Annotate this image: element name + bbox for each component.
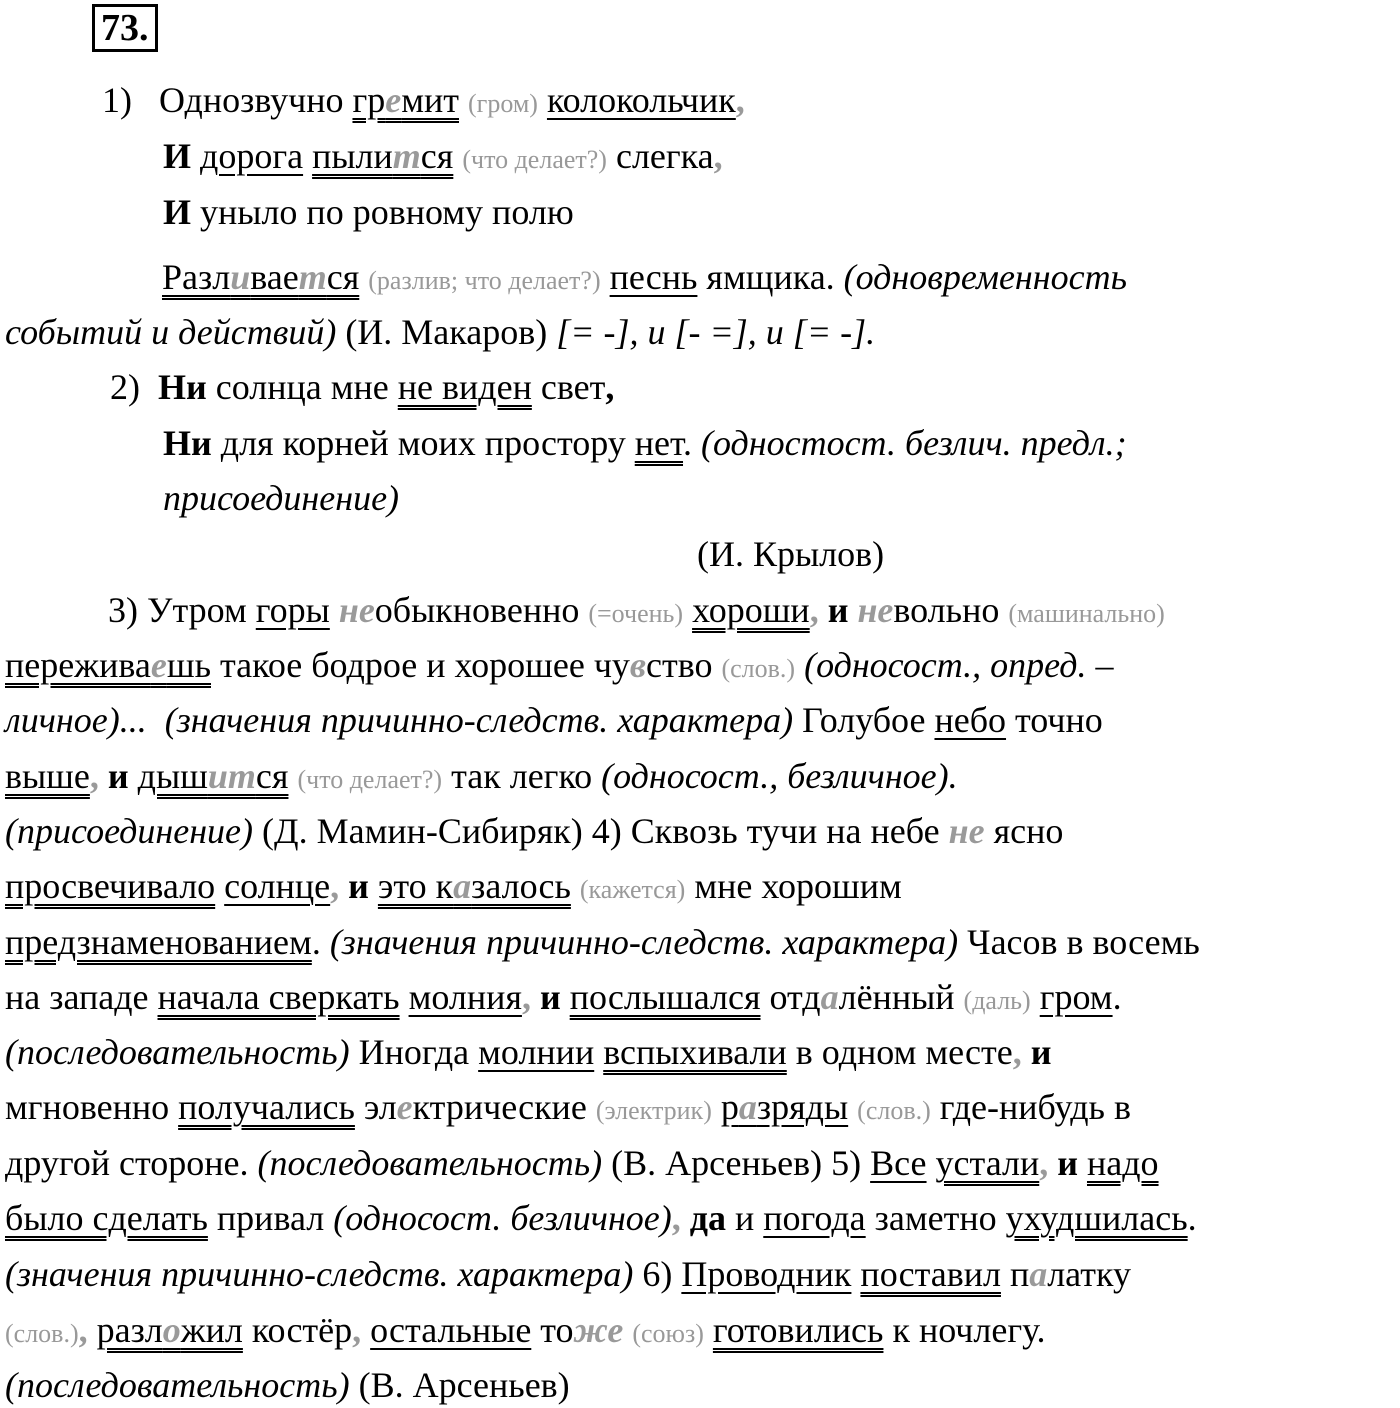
predicate: надо (1086, 1143, 1159, 1183)
predicate: Разливается (162, 257, 360, 297)
subject: остальные (370, 1310, 532, 1350)
note: (значения причинно-следств. характера) (164, 700, 794, 740)
prose-row5: (присоединение) (Д. Мамин-Сибиряк) 4) Сквозь тучи на небе не ясно (5, 811, 1064, 851)
subject: молния (408, 977, 522, 1017)
subject: Все (870, 1143, 927, 1183)
predicate: просвечивало (5, 866, 216, 906)
note: (односост., безличное). (601, 756, 958, 796)
predicate: начала сверкать (157, 977, 400, 1017)
predicate: дышится (137, 756, 289, 796)
poem2-line2: Ни для корней моих простору нет. (одностост. безлич. предл.; (163, 423, 1127, 463)
prose-row13: (значения причинно-следств. характера) 6) Проводник поставил палатку (5, 1254, 1131, 1294)
hint: (слов.) (721, 654, 796, 683)
predicate: послышался (569, 977, 761, 1017)
hint: (разлив; что делает?) (368, 266, 601, 295)
source: (И. Крылов) (697, 534, 885, 574)
comma: , (735, 80, 745, 120)
predicate: было сделать (5, 1198, 208, 1238)
hint: (слов.) (857, 1096, 931, 1125)
hint: (что делает?) (462, 145, 607, 174)
text: солнца мне (215, 367, 389, 407)
poem1-line2 (163, 136, 723, 180)
predicate: пылится (312, 136, 454, 176)
subject: песнь (609, 257, 698, 297)
word: слегка (615, 136, 714, 176)
subject: небо (934, 700, 1007, 740)
subject: горы (255, 590, 330, 630)
note: (присоединение) (5, 811, 254, 851)
note: (односост. безличное) (333, 1198, 672, 1238)
predicate: хороши (692, 590, 810, 630)
predicate: переживаешь (5, 645, 211, 685)
prose-row4: выше, и дышится (что делает?) так легко (односост., безличное). (5, 756, 958, 796)
prose-row10: мгновенно получались электрические (электрик) разряды (слов.) где-нибудь в (5, 1087, 1131, 1127)
note: (односост., опред. – (804, 645, 1114, 685)
prose-row1: 3) Утром горы необыкновенно (=очень) хороши, и невольно (машинально) (108, 590, 1165, 630)
source: (Д. Мамин-Сибиряк) (262, 811, 583, 851)
source: (В. Арсеньев) (611, 1143, 823, 1183)
comma: , (713, 136, 723, 176)
source: (В. Арсеньев) (358, 1365, 570, 1405)
source: (И. Макаров) (345, 312, 548, 352)
prose-row14: (слов.), разложил костёр, остальные тоже (союз) готовились к ночлегу. (5, 1310, 1046, 1350)
note: (значения причинно-следств. характера) (329, 922, 959, 962)
note: (значения причинно-следств. характера) (5, 1254, 634, 1294)
subject: молнии (478, 1032, 595, 1072)
subject: Проводник (681, 1254, 852, 1294)
item-number: 1) (102, 80, 132, 120)
note: присоединение) (163, 478, 400, 518)
predicate: ухудшилась (1005, 1198, 1188, 1238)
hint: (кажется) (579, 875, 686, 904)
text: ямщика. (706, 257, 835, 297)
poem1-line3 (163, 192, 574, 232)
subject: дорога (200, 136, 304, 176)
hint: (даль) (963, 986, 1031, 1015)
item-number: 2) (110, 367, 140, 407)
conjunction: И (163, 192, 192, 232)
predicate: нет (634, 423, 684, 463)
poem2-line3 (163, 478, 399, 518)
prose-row9: (последовательность) Иногда молнии вспыхивали в одном месте, и (5, 1032, 1052, 1072)
prose-row3: личное)... (значения причинно-следств. характера) Голубое небо точно (5, 700, 1103, 740)
predicate: поставил (860, 1254, 1001, 1294)
predicate: предзнаменованием (5, 922, 312, 962)
hint: (машинально) (1008, 599, 1165, 628)
poem1-line1 (102, 80, 745, 124)
note: (одновременность (843, 257, 1127, 297)
prose-row11: другой стороне. (последовательность) (В. Арсеньев) 5) Все устали, и надо (5, 1143, 1159, 1183)
subject: гром (1039, 977, 1113, 1017)
word: Однозвучно (159, 80, 344, 120)
conjunction: Ни (158, 367, 207, 407)
predicate: вспыхивали (603, 1032, 787, 1072)
poem1-line5 (5, 312, 875, 352)
exercise-number: 73. (92, 4, 158, 52)
prose-row12: было сделать привал (односост. безличное), да и погода заметно ухудшилась. (5, 1198, 1197, 1238)
prose-row2: переживаешь такое бодрое и хорошее чувство (слов.) (односост., опред. – (5, 645, 1114, 685)
predicate: получались (178, 1087, 355, 1127)
note: событий и действий) (5, 312, 337, 352)
note: (последовательность) (5, 1365, 350, 1405)
poem2-source (697, 534, 884, 574)
conjunction: Ни (163, 423, 212, 463)
hint: (союз) (632, 1319, 704, 1348)
prose-row8: на западе начала сверкать молния, и послышался отдалённый (даль) гром. (5, 977, 1122, 1017)
scheme: [= -], и [- =], и [= -]. (556, 312, 876, 352)
note: (последовательность) (5, 1032, 350, 1072)
note: (последовательность) (257, 1143, 603, 1183)
conjunction: И (163, 136, 192, 176)
poem2-line1: 2) Ни солнца мне не виден свет, (110, 367, 615, 407)
predicate: гремит (352, 80, 459, 120)
hint: (гром) (468, 89, 538, 118)
text: свет (540, 367, 606, 407)
note: (одностост. безлич. предл.; (701, 423, 1127, 463)
subject: погода (763, 1198, 866, 1238)
predicate: не виден (397, 367, 532, 407)
hint: (электрик) (595, 1096, 712, 1125)
subject: колокольчик (546, 80, 736, 120)
predicate: готовились (712, 1310, 884, 1350)
subject: солнце (224, 866, 331, 906)
predicate: устали (935, 1143, 1040, 1183)
prose-row15 (5, 1365, 570, 1405)
text: уныло по ровному полю (200, 192, 574, 232)
text: для корней моих простору (220, 423, 626, 463)
prose-row6: просвечивало солнце, и это казалось (кажется) мне хорошим (5, 866, 902, 906)
poem1-line4 (162, 257, 1127, 301)
hint: (слов.) (5, 1319, 79, 1348)
note: личное)... (5, 700, 147, 740)
hint: (что делает?) (297, 765, 443, 794)
subject: разряды (720, 1087, 849, 1127)
predicate: разложил (96, 1310, 243, 1350)
hint: (=очень) (588, 599, 684, 628)
predicate: выше (5, 756, 90, 796)
predicate: это казалось (377, 866, 571, 906)
prose-row7: предзнаменованием. (значения причинно-следств. характера) Часов в восемь (5, 922, 1200, 962)
